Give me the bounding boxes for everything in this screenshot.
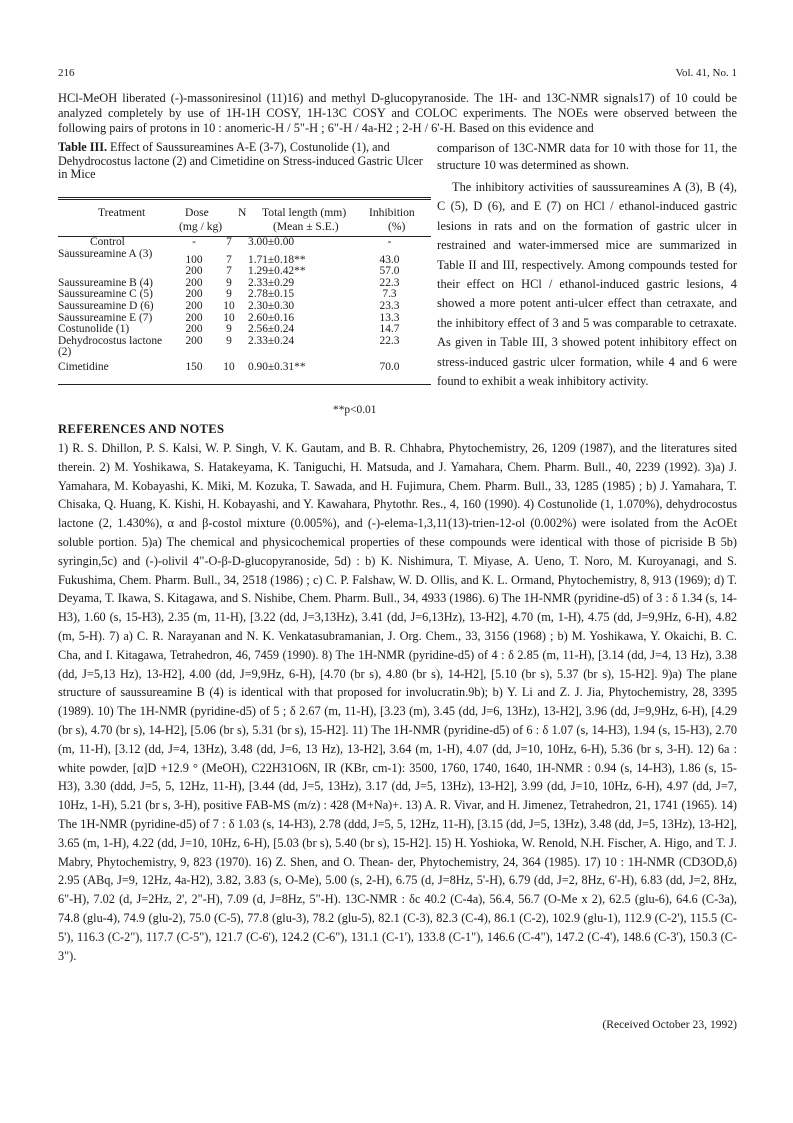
table-top-rule [58, 197, 431, 198]
cell-treatment: Saussureamine D (6) [58, 299, 154, 312]
header-length: Total length (mm) [262, 206, 347, 219]
journal-volume: Vol. 41, No. 1 [675, 67, 737, 79]
cell-n: 7 [226, 265, 232, 278]
cell-inhibition: 70.0 [379, 360, 400, 373]
cell-inhibition: 57.0 [379, 265, 400, 278]
cell-length: 3.00±0.00 [248, 236, 295, 248]
table-caption-label: Table III. [58, 140, 107, 154]
cell-inhibition: 22.3 [379, 334, 400, 347]
table-caption-text: Effect of Saussureamines A-E (3-7), Costunolide (1), and Dehydrocostus lactone (2) and Cimetidine on Stress-induced Gastric Ulcer in Mice [58, 140, 423, 182]
cell-length: 0.90±0.31** [248, 360, 306, 373]
cell-n: 9 [226, 323, 232, 336]
cell-n: 7 [226, 236, 232, 248]
cell-dose: 200 [185, 288, 203, 301]
references-text: 1) R. S. Dhillon, P. S. Kalsi, W. P. Singh, V. K. Gautam, and B. R. Chhabra, Phytochemistry, 26, 1209 (1987), and the literatures sited therein. 2) M. Yoshikawa, S. Hatakeyama, K. Taniguchi, H. Matsuda, and J. Yamahara, Chem. Pharm. Bull., 40, 2239 (1992). 3)a) J. Yamahara, M. Kobayashi, K. Miki, M. Kozuka, T. Sawada, and H. Fujimura, Chem. Pharm. Bull., 33, 1285 (1985) ; b) J. Yamahara, T. Chisaka, Q. Huang, K. Kishi, H. Kobayashi, and Y. Kawahara, Phytothr. Res., 4, 160 (1990). 4) Costunolide (1, 1.070%), dehydrocostus lactone (2, 1.430%), α and β-costol mixture (0.005%), and (-)-elema-1,3,11(13)-trien-12-ol (0.002%) were isolated from the AcOEt soluble portion. 5)a) The chemical and physicochemical properties of these compounds were identical with those of picriside B 5b) syringin,5c) and (-)-olivil 4"-O-β-D-glucopyranoside, 5d) : b) K. Nishimura, T. Miyase, A. Ueno, T. Noro, M. Kuroyanagi, and S. Fukushima, Chem. Pharm. Bull., 34, 2518 (1986) ; c) C. P. Falshaw, W. D. Ollis, and K. L. Ormand, Phytochemistry, 8, 913 (1969); d) T. Deyama, T. Ikawa, S. Kitagawa, and S. Nishibe, Chem. Pharm. Bull., 34, 4933 (1986). 6) The 1H-NMR (pyridine-d5) of 3 : δ 1.34 (s, 14-H3), 1.60 (s, 15-H3), 2.35 (m, 11-H), [3.22 (dd, J=3,13Hz), 3.41 (dd, J=6,13Hz), 13-H2], 4.70 (m, 1-H), 4.75 (dd, J=9,9Hz, 6-H), 4.82 (m, 5-H). 7) a) C. R. Narayanan and N. K. Venkatasubramanian, J. Org. Chem., 33, 3156 (1968) ; b) M. Yoshikawa, Y. Okaichi, B. C. Cha, and I. Kitagawa, Tetrahedron, 46, 7459 (1990). 8) The 1H-NMR (pyridine-d5) of 4 : δ 2.85 (m, 11-H), [3.14 (dd, J=4, 13 Hz), 3.38 (dd, J=5,13 Hz), 13-H2], 4.00 (dd, J=9,9Hz, 6-H), [4.70 (br s), 4.80 (br s), 14-H2], [5.10 (br s), 5.37 (br s), 15-H2]. 9)a) The plane structure of saussureamine B (4) is identical with that proposed for involucratin.9b); b) Y. Li and Z. J. Jia, Phytochemistry, 28, 3395 (1989). 10) The 1H-NMR (pyridine-d5) of 5 ; δ 2.67 (m, 11-H), [3.23 (m), 3.45 (dd, J=6, 13Hz), 13-H2], 3.96 (dd, J=9,9Hz, 6-H), [4.29 (br s), 4.70 (br s), 14-H2], [5.06 (br s), 5.31 (br s), 15-H2]. 11) The 1H-NMR (pyridine-d5) of 6 : δ 1.07 (s, 14-H3), 1.94 (s, 15-H3), 2.70 (m, 11-H), [3.12 (dd, J=4, 13Hz), 3.48 (dd, J=6, 13 Hz), 13-H2], 3.64 (m, 1-H), 4.07 (dd, J=10, 10Hz, 6-H), 5.36 (br s, 3-H). 12) 6a : white powder, [α]D +12.9 ° (MeOH), C22H31O6N, IR (KBr, cm-1): 3500, 1760, 1740, 1640, 1H-NMR : 0.94 (s, 14-H3), 1.86 (s, 15-H3), 3.30 (ddd, J=5, 5, 12Hz, 11-H), [3.44 (dd, J=5, 13Hz), 3.17 (dd, J=5, 13Hz), 13-H2], 3.99 (dd, J=10, 10Hz, 6-H), 4.97 (dd, J=7, 10Hz, 1-H), 5.21 (br s, 3-H), positive FAB-MS (m/z) : 428 (M+Na)+. 13) A. R. Vivar, and H. Jimenez, Tetrahedron, 21, 1741 (1965). 14) The 1H-NMR (pyridine-d5) of 7 : δ 1.03 (s, 14-H3), 2.78 (ddd, J=5, 5, 12Hz, 11-H), [3.15 (dd, J=5, 13Hz), 3.48 (dd, J=5, 13Hz), 13-H2], 3.65 (m, 1-H), 4.22 (dd, J=10, 10Hz, 6-H), [5.03 (br s), 5.40 (br s), 15-H2]. 15) H. Yoshioka, W. Renold, N.H. Fischer, A. Higo, and T. J. Mabry, Phytochemistry, 9, 823 (1970). 16) Z. Shen, and O. Thean- der, Phytochemistry, 24, 364 (1985). 17) 10 : 1H-NMR (CD3OD,δ) 2.95 (ABq, J=9, 12Hz, 4a-H2), 3.82, 3.83 (s, O-Me), 5.00 (s, 2-H), 6.75 (d, J=8Hz, 5'-H), 6.79 (dd, J=2, 8Hz, 6'-H), 6.83 (dd, J=2, 8Hz, 6"-H), 7.02 (d, J=2Hz, 2', 2"-H), 7.09 (d, J=8Hz, 5"-H). 13C-NMR : δc 40.2 (C-4a), 56.4, 56.7 (O-Me x 2), 62.5 (glu-6), 64.6 (C-3a), 74.8 (glu-4), 74.9 (glu-2), 75.0 (C-5), 77.8 (glu-3), 78.2 (glu-5), 82.1 (C-3), 82.3 (C-4), 86.1 (C-2), 102.9 (glu-1), 112.9 (C-2'), 115.5 (C-5'), 116.3 (C-2"), 117.7 (C-5"), 121.7 (C-6'), 124.2 (C-6"), 131.1 (C-1'), 133.8 (C-1"), 146.6 (C-4"), 147.2 (C-4'), 148.6 (C-3'), 150.3 (C-3"). [58, 441, 737, 963]
data-table [58, 237, 431, 374]
cell-treatment: Saussureamine B (4) [58, 276, 153, 289]
cell-length: 2.33±0.29 [248, 276, 295, 289]
cell-dose: 200 [185, 323, 203, 336]
cell-treatment: Saussureamine E (7) [58, 311, 153, 324]
intro-paragraph: HCl-MeOH liberated (-)-massoniresinol (11)16) and methyl D-glucopyranoside. The 1H- and 13C-NMR signals17) of 10 could be analyzed completely by use of 1H-1H COSY, 1H-13C COSY and COLOC experiments. The NOEs were observed between the following pairs of protons in 10 : anomeric-H / 5"-H ; 6"-H / 4a-H2 ; 2-H / 6'-H. Based on this evidence and [58, 91, 737, 136]
cell-dose: 200 [185, 276, 203, 289]
cell-n: 9 [226, 288, 232, 301]
cell-n: 9 [226, 334, 232, 347]
header-dose: Dose [185, 206, 209, 219]
table-row [58, 249, 431, 267]
cell-length: 2.60±0.16 [248, 311, 295, 324]
cell-n: 10 [223, 360, 235, 373]
cell-length: 1.71±0.18** [248, 253, 306, 266]
cell-inhibition: 14.7 [379, 323, 400, 336]
cell-inhibition: 7.3 [382, 288, 397, 301]
cell-length: 2.78±0.15 [248, 288, 295, 301]
header-n: N [238, 206, 247, 219]
header-length-unit: (Mean ± S.E.) [273, 220, 339, 233]
header-inhibition: Inhibition [369, 206, 415, 219]
table-row [58, 237, 431, 249]
cell-inhibition: 23.3 [379, 299, 400, 312]
table-caption [58, 141, 430, 182]
cell-inhibition: 13.3 [379, 311, 400, 324]
cell-treatment: Costunolide (1) [58, 323, 130, 336]
cell-dose: 200 [185, 334, 203, 347]
cell-n: 7 [226, 253, 232, 266]
cell-dose: - [192, 236, 196, 248]
right-column-para1: comparison of 13C-NMR data for 10 with those for 11, the structure 10 was determined as shown. [437, 141, 737, 172]
cell-treatment: Saussureamine A (3) [58, 247, 153, 260]
received-date: (Received October 23, 1992) [602, 1018, 737, 1031]
table-row [58, 336, 431, 359]
cell-length: 2.56±0.24 [248, 323, 295, 336]
header-dose-unit: (mg / kg) [179, 220, 223, 233]
cell-inhibition: - [387, 236, 392, 248]
references-heading: REFERENCES AND NOTES [58, 422, 225, 436]
page-number: 216 [58, 67, 75, 79]
table-footnote: **p<0.01 [333, 404, 377, 416]
cell-dose: 200 [185, 311, 203, 324]
table-row [58, 359, 431, 374]
cell-dose: 150 [185, 360, 203, 373]
right-column-para2: The inhibitory activities of saussureamines A (3), B (4), C (5), D (6), and E (7) on HCl / ethanol-induced gastric lesions in rats and on the formation of gastric ulcer in restrained and water-immersed mice are summarized in Table II and III, respectively. Among compounds tested for their effect on HCl / ethanol-induced gastric lesions, 4 showed a more potent anti-ulcer effect than cetraxate, and the inhibitory effect of 3 and 5 was comparable to cetraxate. As given in Table III, 3 showed potent inhibitory effect on stress-induced gastric ulcer formation, while 4 and 6 were found to exhibit a weak inhibitory activity. [437, 180, 737, 389]
table-top-rule-double [58, 199, 431, 200]
cell-treatment: Dehydrocostus lactone (2) [58, 334, 163, 359]
cell-treatment: Control [90, 236, 125, 248]
header-inhibition-unit: (%) [388, 220, 406, 233]
table-bottom-rule [58, 384, 431, 385]
cell-length: 1.29±0.42** [248, 265, 306, 278]
cell-length: 2.33±0.24 [248, 334, 295, 347]
cell-n: 9 [226, 276, 232, 289]
cell-treatment: Saussureamine C (5) [58, 288, 153, 301]
cell-dose: 100 [185, 253, 203, 266]
table-row [58, 324, 431, 336]
cell-dose: 200 [185, 299, 203, 312]
cell-inhibition: 43.0 [379, 253, 400, 266]
cell-treatment: Cimetidine [58, 360, 109, 373]
cell-n: 10 [223, 299, 235, 312]
cell-n: 10 [223, 311, 235, 324]
header-treatment: Treatment [98, 206, 146, 219]
cell-dose: 200 [185, 265, 203, 278]
table-row [58, 301, 431, 313]
cell-inhibition: 22.3 [379, 276, 400, 289]
cell-length: 2.30±0.30 [248, 299, 295, 312]
